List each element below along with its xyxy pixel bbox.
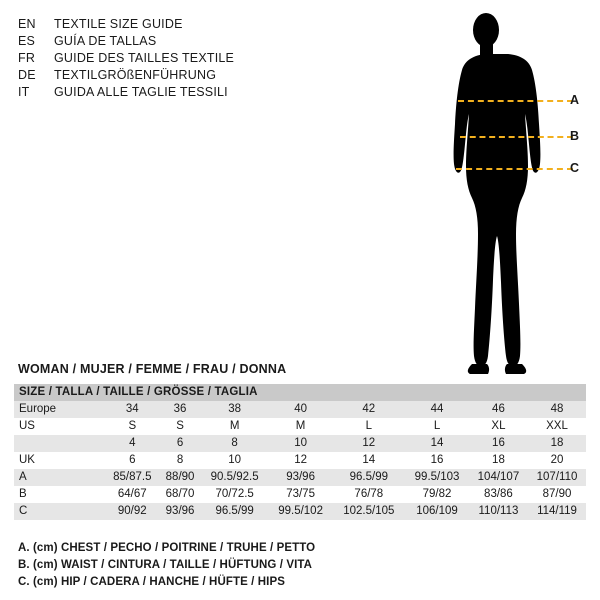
- cell: 6: [160, 435, 201, 452]
- cell: XL: [469, 418, 528, 435]
- measure-label-c: C: [570, 161, 580, 175]
- legend-block: [18, 540, 578, 591]
- language-row-es: [18, 33, 318, 50]
- cell: 90.5/92.5: [201, 469, 269, 486]
- cell: M: [201, 418, 269, 435]
- cell: 99.5/102: [269, 503, 333, 520]
- language-code-en: EN: [18, 17, 36, 31]
- row-label-us-numeric: [14, 435, 105, 452]
- measure-line-b: [460, 136, 573, 138]
- language-text-it: GUIDA ALLE TAGLIE TESSILI: [54, 85, 228, 99]
- cell: 44: [405, 401, 469, 418]
- cell: 87/90: [528, 486, 586, 503]
- cell: 110/113: [469, 503, 528, 520]
- language-text-en: TEXTILE SIZE GUIDE: [54, 17, 183, 31]
- table-row: [14, 435, 586, 452]
- row-label-b: B: [14, 486, 105, 503]
- cell: 73/75: [269, 486, 333, 503]
- cell: 38: [201, 401, 269, 418]
- cell: 93/96: [269, 469, 333, 486]
- cell: 76/78: [332, 486, 405, 503]
- language-code-de: DE: [18, 68, 36, 82]
- cell: 40: [269, 401, 333, 418]
- cell: 18: [528, 435, 586, 452]
- cell: S: [160, 418, 201, 435]
- language-text-de: TEXTILGRÖßENFÜHRUNG: [54, 68, 217, 82]
- measure-label-a: A: [570, 93, 580, 107]
- language-text-fr: GUIDE DES TAILLES TEXTILE: [54, 51, 235, 65]
- cell: 36: [160, 401, 201, 418]
- cell: 104/107: [469, 469, 528, 486]
- row-label-c: C: [14, 503, 105, 520]
- cell: 107/110: [528, 469, 586, 486]
- measure-label-b: B: [570, 129, 580, 143]
- table-row: [14, 452, 586, 469]
- cell: 12: [269, 452, 333, 469]
- row-label-a: A: [14, 469, 105, 486]
- figure-area: [420, 8, 595, 378]
- cell: 48: [528, 401, 586, 418]
- cell: 99.5/103: [405, 469, 469, 486]
- language-row-it: [18, 84, 318, 101]
- language-row-de: [18, 67, 318, 84]
- cell: 10: [269, 435, 333, 452]
- cell: 70/72.5: [201, 486, 269, 503]
- row-label-uk: UK: [14, 452, 105, 469]
- cell: 16: [405, 452, 469, 469]
- cell: 8: [160, 452, 201, 469]
- cell: 10: [201, 452, 269, 469]
- cell: 34: [105, 401, 160, 418]
- table-header-cell: SIZE / TALLA / TAILLE / GRÖSSE / TAGLIA: [14, 384, 586, 401]
- cell: 46: [469, 401, 528, 418]
- cell: 16: [469, 435, 528, 452]
- cell: M: [269, 418, 333, 435]
- cell: 8: [201, 435, 269, 452]
- cell: 93/96: [160, 503, 201, 520]
- table-row: [14, 469, 586, 486]
- cell: 96.5/99: [201, 503, 269, 520]
- measure-line-a: [458, 100, 573, 102]
- language-row-en: [18, 16, 318, 33]
- cell: 64/67: [105, 486, 160, 503]
- language-header-block: [18, 16, 318, 101]
- cell: L: [405, 418, 469, 435]
- size-table: [14, 384, 586, 520]
- cell: 68/70: [160, 486, 201, 503]
- language-code-es: ES: [18, 34, 36, 48]
- cell: 20: [528, 452, 586, 469]
- row-label-us: US: [14, 418, 105, 435]
- cell: XXL: [528, 418, 586, 435]
- cell: 106/109: [405, 503, 469, 520]
- cell: 14: [332, 452, 405, 469]
- table-row: [14, 503, 586, 520]
- cell: 83/86: [469, 486, 528, 503]
- cell: 4: [105, 435, 160, 452]
- measure-line-c: [456, 168, 573, 170]
- table-row: [14, 401, 586, 418]
- cell: 114/119: [528, 503, 586, 520]
- legend-row-b: B. (cm) WAIST / CINTURA / TAILLE / HÜFTUNG / VITA: [18, 559, 313, 571]
- cell: 102.5/105: [332, 503, 405, 520]
- language-row-fr: [18, 50, 318, 67]
- language-code-fr: FR: [18, 51, 36, 65]
- cell: 90/92: [105, 503, 160, 520]
- language-code-it: IT: [18, 85, 30, 99]
- cell: 6: [105, 452, 160, 469]
- cell: S: [105, 418, 160, 435]
- cell: 96.5/99: [332, 469, 405, 486]
- cell: 18: [469, 452, 528, 469]
- cell: 79/82: [405, 486, 469, 503]
- cell: L: [332, 418, 405, 435]
- table-row: [14, 486, 586, 503]
- table-row: [14, 418, 586, 435]
- row-label-europe: Europe: [14, 401, 105, 418]
- cell: 88/90: [160, 469, 201, 486]
- section-title: WOMAN / MUJER / FEMME / FRAU / DONNA: [18, 362, 287, 376]
- language-text-es: GUÍA DE TALLAS: [54, 34, 157, 48]
- table-header-row: [14, 384, 586, 401]
- cell: 14: [405, 435, 469, 452]
- cell: 85/87.5: [105, 469, 160, 486]
- woman-silhouette-icon: [420, 8, 595, 378]
- cell: 42: [332, 401, 405, 418]
- legend-row-a: A. (cm) CHEST / PECHO / POITRINE / TRUHE / PETTO: [18, 542, 316, 554]
- cell: 12: [332, 435, 405, 452]
- legend-row-c: C. (cm) HIP / CADERA / HANCHE / HÜFTE / HIPS: [18, 576, 286, 588]
